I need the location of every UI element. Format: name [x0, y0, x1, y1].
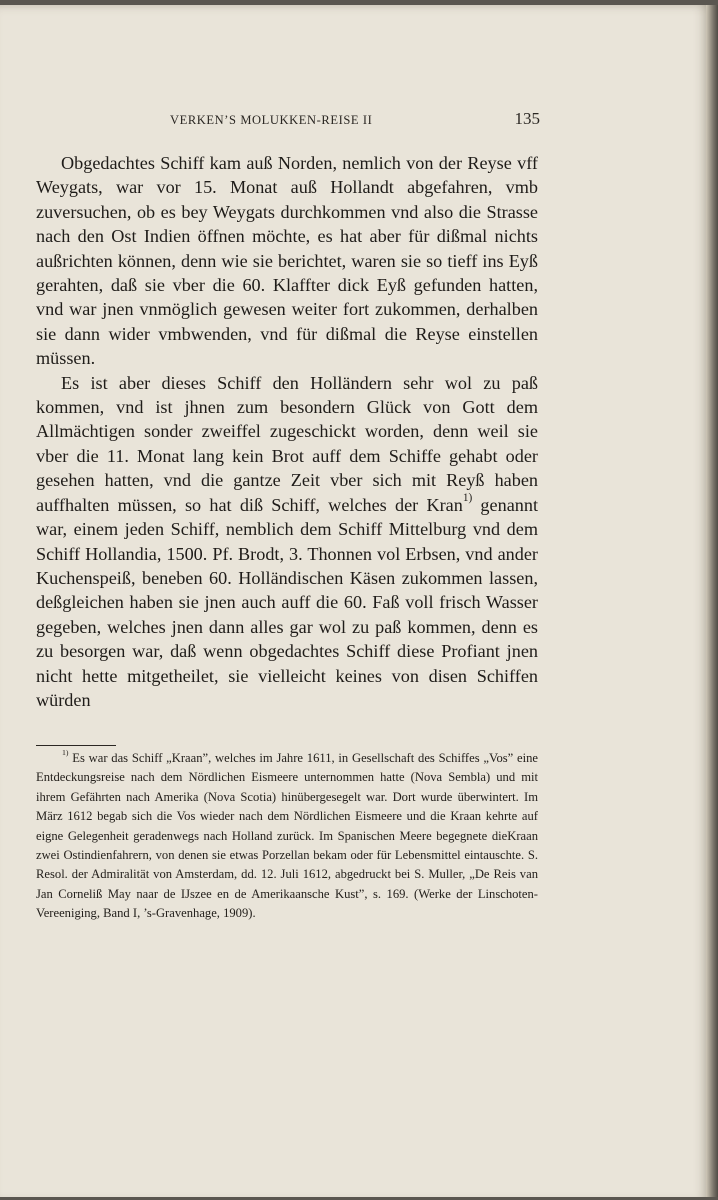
- footnote-reference: 1): [462, 492, 473, 505]
- paragraph-2-continuation: genannt war, einem jeden Schiff, nemblich dem Schiff Mittelburg vnd dem Schiff Hollandia, 1500. Pf. Brodt, 3. Thonnen vol Erbsen, vnd ander Kuchenspeiß, beneben 60. Holländischen Käsen zukommen lassen, deßgleichen haben sie jnen auch auff die 60. Faß voll frisch Wasser gegeben, welches jnen dann alles gar wol zu paß kommen, denn es zu besorgen war, daß wenn obgedachtes Schiff diese Profiant jnen nicht hette mitgetheilet, sie vielleicht keines von disen Schiffen würden: [36, 494, 539, 710]
- paragraph-2-text: Es ist aber dieses Schiff den Holländern sehr wol zu paß kommen, vnd ist jhnen zum besondern Glück von Gott dem Allmächtigen sonder zweiffel zugeschickt worden, denn weil sie vber die 11. Monat lang kein Brot auff dem Schiffe gehabt oder gesehen hatten, vnd die gantze Zeit vber sich mit Reyß haben auffhalten müssen, so hat diß Schiff, welches der Kran: [36, 372, 538, 515]
- book-page: [0, 5, 706, 1197]
- running-title: VERKEN’S MOLUKKEN-REISE II: [170, 113, 373, 127]
- page-edge-shadow: [706, 5, 718, 1197]
- paragraph-2: [36, 371, 538, 713]
- main-text: [36, 151, 538, 712]
- page-number: 135: [514, 109, 540, 128]
- page-header: [60, 109, 540, 133]
- footnote-text: Es war das Schiff „Kraan”, welches im Jahre 1611, in Gesellschaft des Schiffes „Vos” eine Entdeckungsreise nach dem Nördlichen Eismeere unternommen hatte (Nova Sembla) und mit ihrem Gefährten nach Amerika (Nova Scotia) hinübergesegelt war. Dort wurde überwintert. Im März 1612 begab sich die Vos wieder nach dem Nördlichen Eismeere und die Kraan kehrte auf eigne Gelegenheit geradenwegs nach Holland zurück. Im Spanischen Meere begegnete dieKraan zwei Ostindienfahrern, von denen sie etwas Porzellan bekam oder für Lebensmittel eintauschte. S. Resol. der Admiralität von Amsterdam, dd. 12. Juli 1612, abgedruckt bei S. Muller, „De Reis van Jan Corneliß May naar de IJszee en de Amerikaansche Kust”, s. 169. (Werke der Linschoten-Vereeniging, Band I, ’s-Gravenhage, 1909).: [36, 751, 538, 921]
- footnote: [36, 749, 538, 924]
- footnote-marker: 1): [62, 748, 69, 758]
- footnote-divider: [36, 745, 116, 746]
- paragraph-1: Obgedachtes Schiff kam auß Norden, nemlich von der Reyse vff Weygats, war vor 15. Monat auß Hollandt abgefahren, vmb zuversuchen, ob es bey Weygats durchkommen vnd also die Strasse nach den Ost Indien öffnen möchte, es hat aber für dißmal nichts außrichten können, denn wie sie berichtet, waren sie so tieff ins Eyß gerahten, daß sie vber die 60. Klaffter dick Eyß gefunden hatten, vnd war jnen vnmöglich gewesen weiter fort zukommen, derhalben sie dann wider vmbwenden, vnd für dißmal die Reyse einstellen müssen.: [36, 153, 538, 369]
